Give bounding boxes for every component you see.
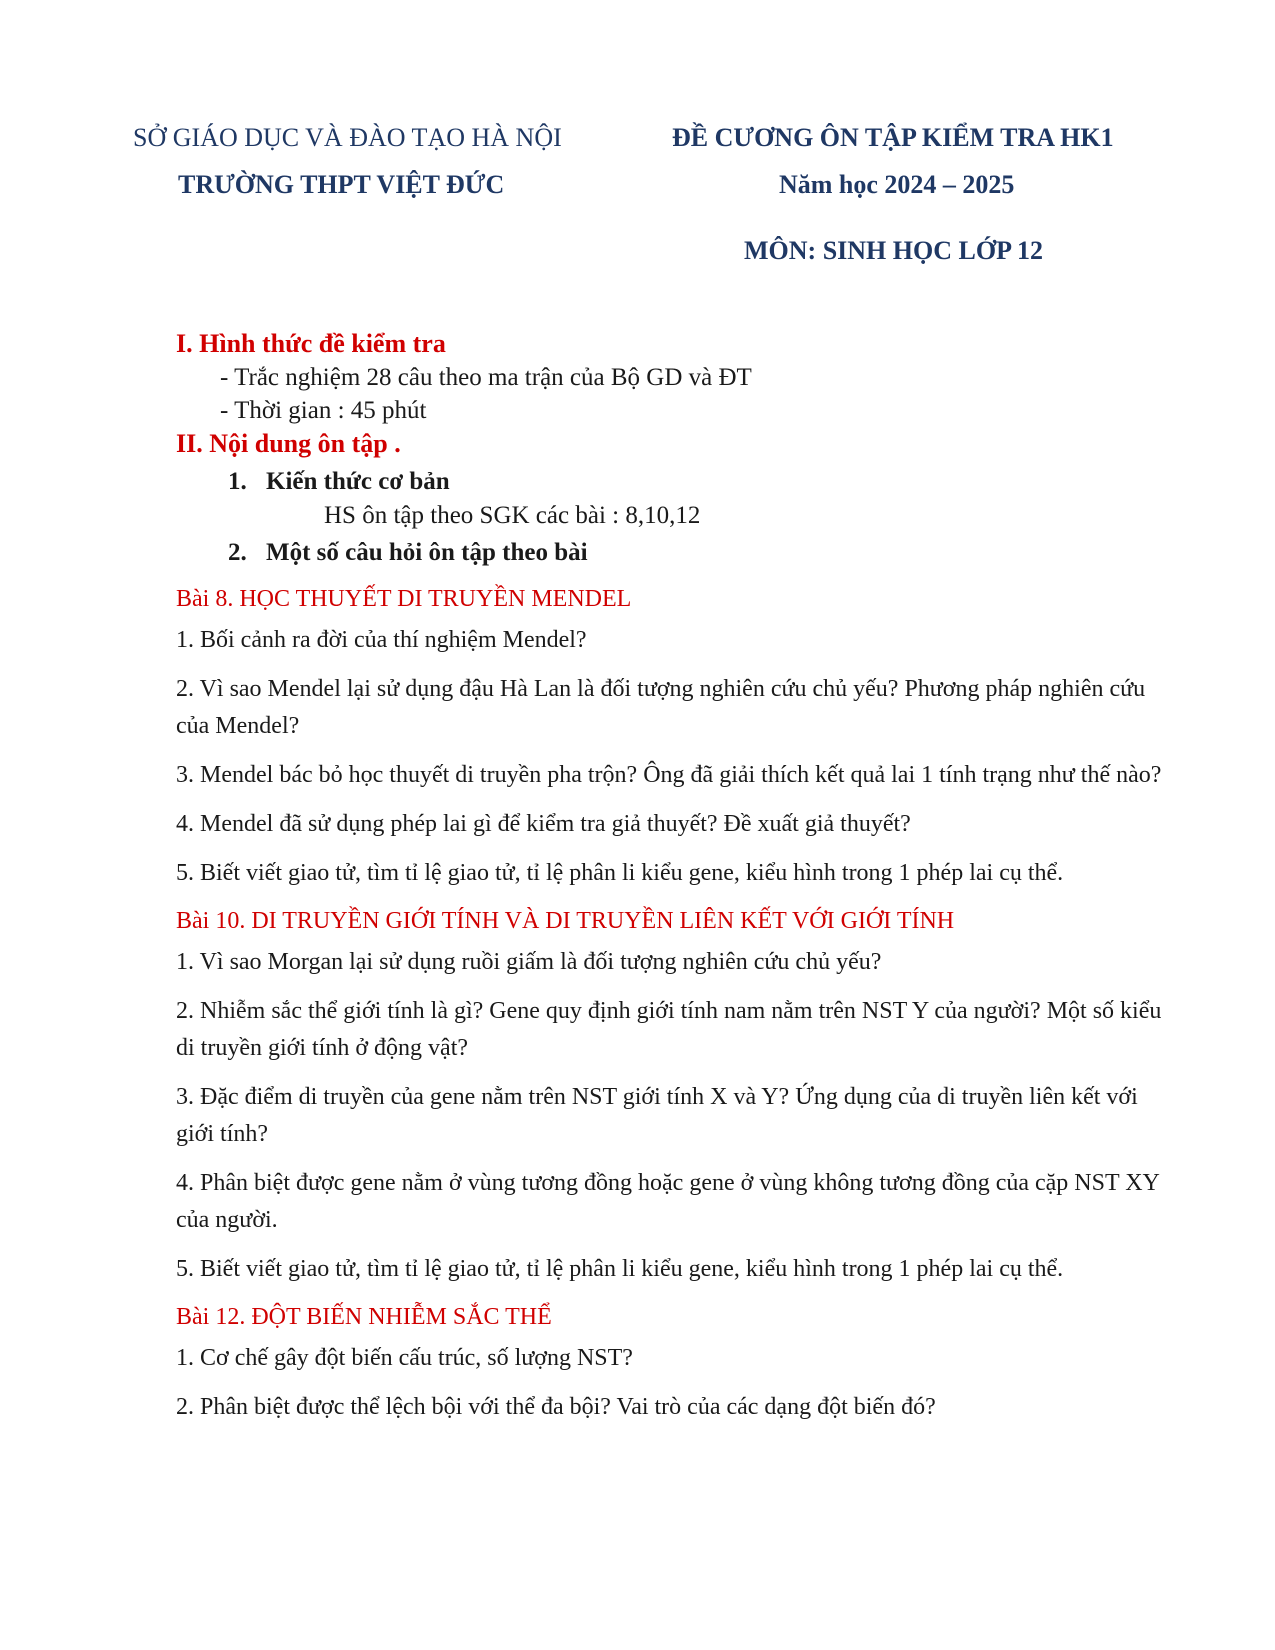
document-body <box>176 327 1166 1438</box>
section-1-bullet: - Thời gian : 45 phút <box>220 397 427 424</box>
question: 3. Mendel bác bỏ học thuyết di truyền pha trộn? Ông đã giải thích kết quả lai 1 tính trạng như thế nào? <box>176 762 1162 788</box>
section-2-item-2 <box>228 536 1166 570</box>
question: 1. Cơ chế gây đột biến cấu trúc, số lượng NST? <box>176 1345 633 1371</box>
question: 2. Phân biệt được thể lệch bội với thể đa bội? Vai trò của các dạng đột biến đó? <box>176 1394 936 1420</box>
section-1-title: I. Hình thức đề kiểm tra <box>176 329 446 358</box>
lesson-title: Bài 8. HỌC THUYẾT DI TRUYỀN MENDEL <box>176 586 632 612</box>
document-title: ĐỀ CƯƠNG ÔN TẬP KIỂM TRA HK1 <box>672 123 1114 152</box>
item-label: Kiến thức cơ bản <box>266 468 450 495</box>
school-name: TRƯỜNG THPT VIỆT ĐỨC <box>178 170 505 199</box>
school-year: Năm học 2024 – 2025 <box>779 170 1015 199</box>
subject-title: MÔN: SINH HỌC LỚP 12 <box>744 236 1044 265</box>
question: 2. Vì sao Mendel lại sử dụng đậu Hà Lan là đối tượng nghiên cứu chủ yếu? Phương pháp nghiên cứu của Mendel? <box>176 676 1146 739</box>
question: 2. Nhiễm sắc thể giới tính là gì? Gene quy định giới tính nam nằm trên NST Y của người? Một số kiểu di truyền giới tính ở động vật? <box>176 998 1162 1061</box>
question: 1. Bối cảnh ra đời của thí nghiệm Mendel? <box>176 627 587 653</box>
lesson-title: Bài 10. DI TRUYỀN GIỚI TÍNH VÀ DI TRUYỀN LIÊN KẾT VỚI GIỚI TÍNH <box>176 908 955 934</box>
item-number: 1. <box>228 468 247 495</box>
lesson-title: Bài 12. ĐỘT BIẾN NHIỄM SẮC THỂ <box>176 1304 552 1330</box>
question: 4. Mendel đã sử dụng phép lai gì để kiểm tra giả thuyết? Đề xuất giả thuyết? <box>176 811 911 837</box>
item-number: 2. <box>228 539 247 566</box>
question: 5. Biết viết giao tử, tìm tỉ lệ giao tử, tỉ lệ phân li kiểu gene, kiểu hình trong 1 phép lai cụ thể. <box>176 860 1064 886</box>
question: 5. Biết viết giao tử, tìm tỉ lệ giao tử, tỉ lệ phân li kiểu gene, kiểu hình trong 1 phép lai cụ thể. <box>176 1256 1064 1282</box>
section-2-item-1-text: HS ôn tập theo SGK các bài : 8,10,12 <box>324 502 701 529</box>
question: 4. Phân biệt được gene nằm ở vùng tương đồng hoặc gene ở vùng không tương đồng của cặp NST XY của người. <box>176 1170 1159 1233</box>
section-2-item-1 <box>228 465 1166 499</box>
section-2-title: II. Nội dung ôn tập . <box>176 429 401 458</box>
item-label: Một số câu hỏi ôn tập theo bài <box>266 539 588 566</box>
question: 1. Vì sao Morgan lại sử dụng ruồi giấm là đối tượng nghiên cứu chủ yếu? <box>176 949 882 975</box>
section-1-bullet: - Trắc nghiệm 28 câu theo ma trận của Bộ GD và ĐT <box>220 364 752 391</box>
question: 3. Đặc điểm di truyền của gene nằm trên NST giới tính X và Y? Ứng dụng của di truyền liên kết với giới tính? <box>176 1084 1138 1147</box>
department-name: SỞ GIÁO DỤC VÀ ĐÀO TẠO HÀ NỘI <box>133 123 562 152</box>
